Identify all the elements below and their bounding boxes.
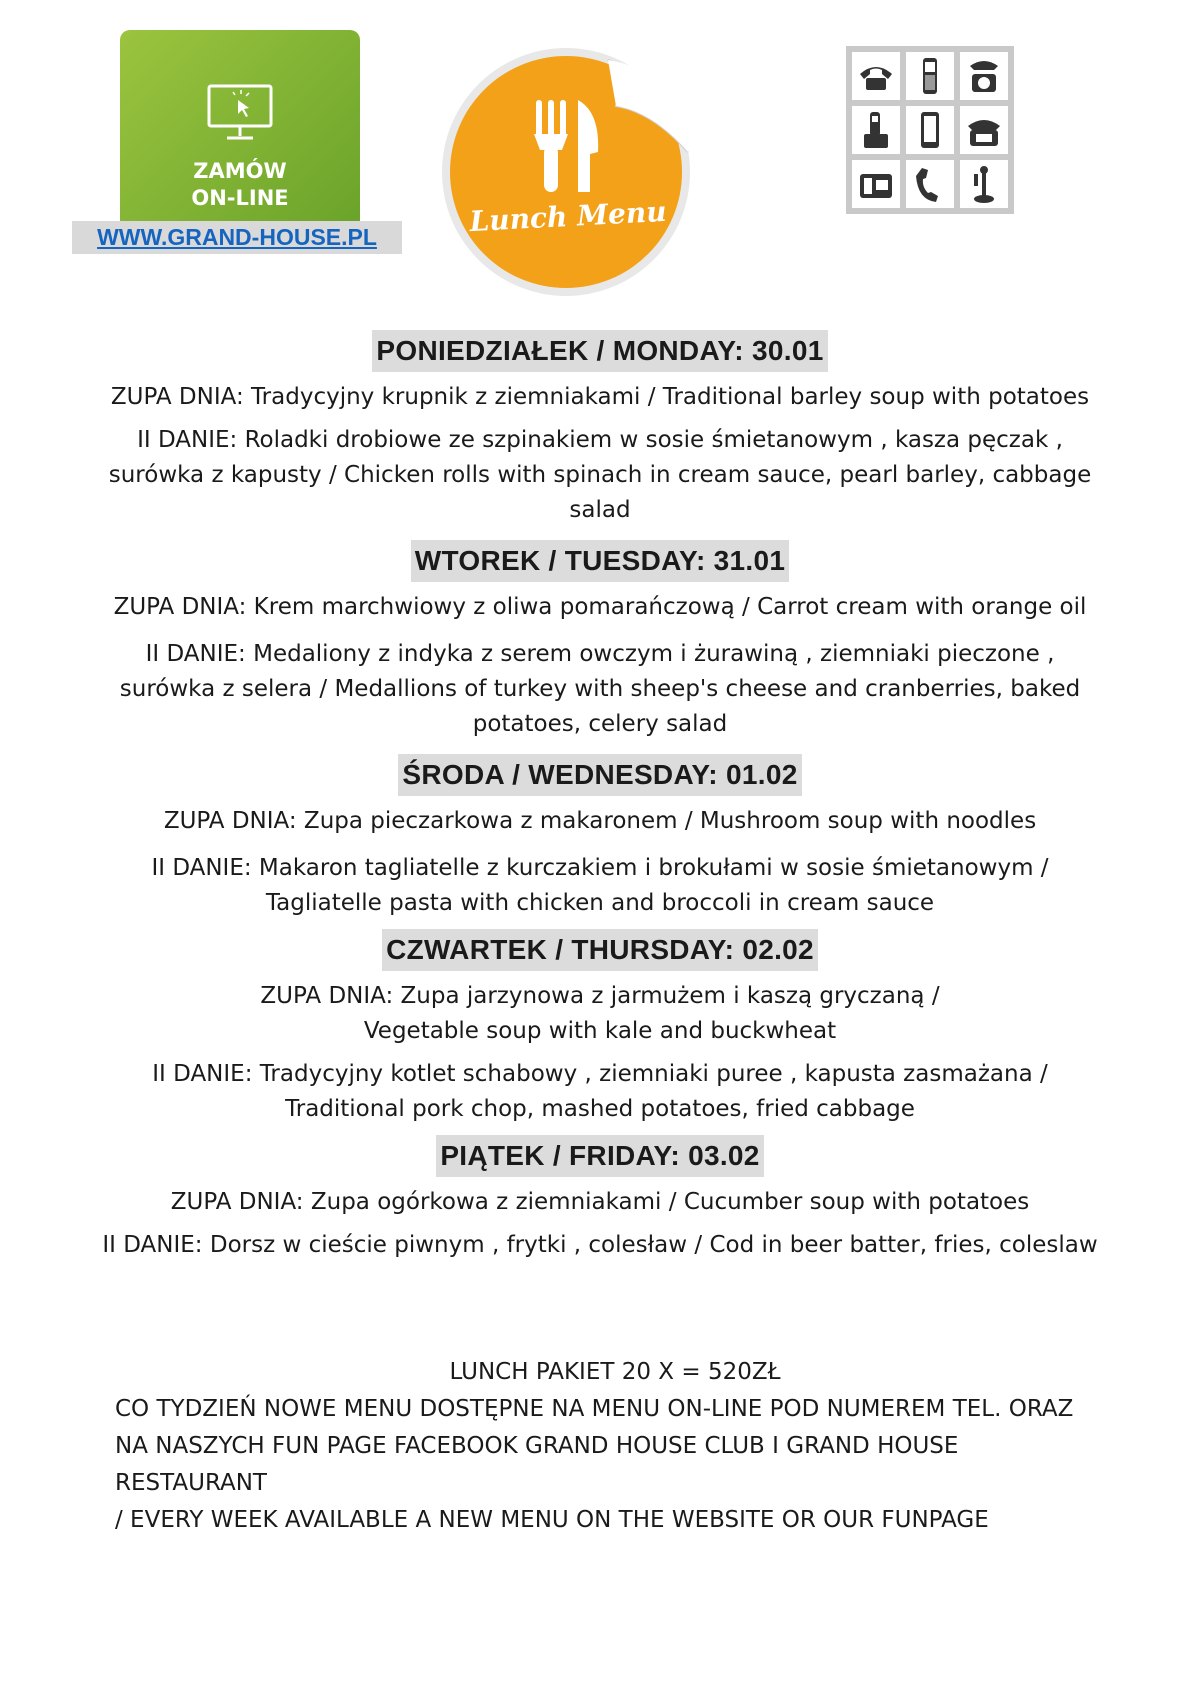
soup-line: ZUPA DNIA: Zupa pieczarkowa z makaronem / Mushroom soup with noodles: [163, 808, 1037, 834]
day-heading: CZWARTEK / THURSDAY: 02.02: [382, 929, 818, 971]
website-link-bar: [72, 221, 402, 254]
website-link[interactable]: WWW.GRAND-HOUSE.PL: [97, 224, 377, 250]
main-dish-line: II DANIE: Tradycyjny kotlet schabowy , ziemniaki puree , kapusta zasmażana /: [152, 1061, 1048, 1087]
soup-line: ZUPA DNIA: Zupa ogórkowa z ziemniakami / Cucumber soup with potatoes: [170, 1189, 1030, 1215]
day-heading: PIĄTEK / FRIDAY: 03.02: [436, 1135, 763, 1177]
footer-info: [115, 1354, 1115, 1539]
order-online-line2: ON-LINE: [191, 186, 289, 210]
day-heading: PONIEDZIAŁEK / MONDAY: 30.01: [372, 330, 827, 372]
footer-line: CO TYDZIEŃ NOWE MENU DOSTĘPNE NA MENU ON-LINE POD NUMEREM TEL. ORAZ: [115, 1396, 1074, 1422]
main-dish-line: Traditional pork chop, mashed potatoes, fried cabbage: [285, 1096, 915, 1122]
footer-line: / EVERY WEEK AVAILABLE A NEW MENU ON THE WEBSITE OR OUR FUNPAGE: [115, 1507, 989, 1533]
soup-line: Vegetable soup with kale and buckwheat: [363, 1018, 837, 1044]
main-dish-line: potatoes, celery salad: [472, 711, 728, 737]
day-tuesday: [100, 540, 1100, 582]
day-heading: ŚRODA / WEDNESDAY: 01.02: [398, 754, 801, 796]
day-monday: [100, 330, 1100, 372]
day-wednesday: [100, 754, 1100, 796]
footer-line: NA NASZYCH FUN PAGE FACEBOOK GRAND HOUSE CLUB I GRAND HOUSE RESTAURANT: [115, 1433, 959, 1496]
rotary-phone-icon: [960, 52, 1008, 100]
phone-icons-grid: [846, 46, 1014, 214]
main-dish-line: surówka z selera / Medallions of turkey with sheep's cheese and cranberries, baked: [119, 676, 1081, 702]
main-dish-line: surówka z kapusty / Chicken rolls with spinach in cream sauce, pearl barley, cabbage: [108, 462, 1092, 488]
lunch-menu-badge-icon: [438, 42, 703, 302]
fax-phone-icon: [852, 160, 900, 208]
main-dish-line: II DANIE: Makaron tagliatelle z kurczakiem i brokułami w sosie śmietanowym /: [151, 855, 1049, 881]
computer-monitor-icon: [205, 78, 275, 148]
day-thursday: [100, 929, 1100, 971]
main-dish-line: II DANIE: Medaliony z indyka z serem owczym i żurawiną , ziemniaki pieczone ,: [145, 641, 1055, 667]
main-dish-line: salad: [569, 497, 631, 523]
order-online-line1: ZAMÓW: [193, 159, 287, 183]
desk-phone-icon: [852, 52, 900, 100]
lunch-menu-title: Lunch Menu: [468, 194, 668, 239]
day-friday: [100, 1135, 1100, 1177]
main-dish-line: Tagliatelle pasta with chicken and broccoli in cream sauce: [265, 890, 935, 916]
mobile-phone-icon: [906, 52, 954, 100]
soup-line: ZUPA DNIA: Krem marchwiowy z oliwa pomarańczową / Carrot cream with orange oil: [113, 594, 1087, 620]
order-online-tile[interactable]: [120, 30, 360, 230]
day-heading: WTOREK / TUESDAY: 31.01: [411, 540, 789, 582]
soup-line: ZUPA DNIA: Zupa jarzynowa z jarmużem i kaszą gryczaną /: [260, 983, 940, 1009]
soup-line: ZUPA DNIA: Tradycyjny krupnik z ziemniakami / Traditional barley soup with potatoes: [110, 384, 1090, 410]
main-dish-line: II DANIE: Roladki drobiowe ze szpinakiem w sosie śmietanowym , kasza pęczak ,: [137, 427, 1063, 453]
cordless-phone-icon: [852, 106, 900, 154]
candlestick-phone-icon: [960, 160, 1008, 208]
main-dish-line: II DANIE: Dorsz w cieście piwnym , frytki , colesław / Cod in beer batter, fries, coleslaw: [102, 1232, 1098, 1258]
lunch-package: LUNCH PAKIET 20 X = 520ZŁ: [449, 1359, 781, 1385]
smartphone-icon: [906, 106, 954, 154]
office-phone-icon: [960, 106, 1008, 154]
handset-icon: [906, 160, 954, 208]
weekly-menu: [100, 330, 1100, 1263]
